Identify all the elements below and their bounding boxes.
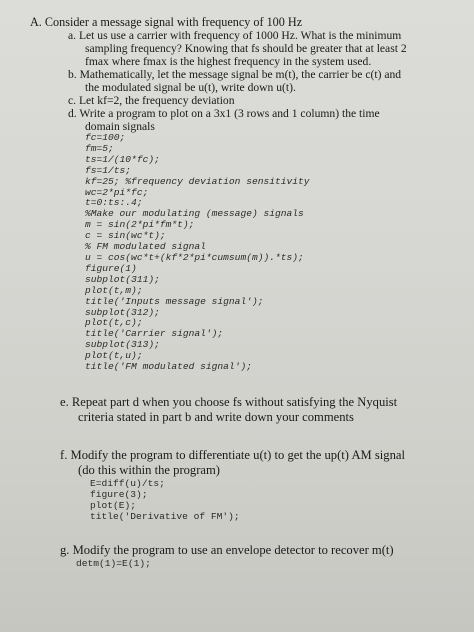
part-c-line: c. Let kf=2, the frequency deviation	[68, 94, 235, 107]
part-b-line: b. Mathematically, let the message signal be m(t), the carrier be c(t) and	[68, 68, 402, 81]
code-line: subplot(311);	[85, 273, 160, 285]
code-line: figure(1)	[85, 262, 137, 274]
code-line: subplot(312);	[85, 306, 160, 318]
code-line: % FM modulated signal	[85, 241, 206, 253]
part-f	[30, 448, 456, 478]
code-line: detm(1)=E(1);	[76, 557, 151, 569]
code-block-f	[30, 478, 456, 522]
code-line: fm=5;	[85, 142, 114, 154]
part-g	[30, 543, 456, 558]
part-a-line: sampling frequency? Knowing that fs should be greater that at least 2	[85, 42, 407, 55]
part-d	[30, 107, 456, 133]
code-block-d	[30, 133, 456, 373]
part-e-line: criteria stated in part b and write down your comments	[78, 409, 354, 424]
code-line: fc=100;	[85, 132, 126, 143]
code-line: ts=1/(10*fc);	[85, 153, 160, 165]
part-f-line: (do this within the program)	[78, 462, 221, 477]
part-d-line: domain signals	[85, 120, 155, 133]
code-line: %Make our modulating (message) signals	[85, 208, 304, 220]
code-line: plot(t,m);	[85, 284, 143, 296]
code-line: title('Carrier signal');	[85, 328, 224, 340]
code-line: title('Inputs message signal');	[85, 295, 264, 307]
code-block-g	[30, 558, 456, 569]
code-line: title('Derivative of FM');	[90, 510, 240, 522]
code-line: plot(E);	[90, 499, 137, 511]
part-d-line: d. Write a program to plot on a 3x1 (3 rows and 1 column) the time	[68, 107, 380, 120]
part-e	[30, 395, 456, 425]
part-a	[30, 29, 456, 68]
section-heading: A. Consider a message signal with frequency of 100 Hz	[30, 15, 303, 29]
code-line: plot(t,u);	[85, 350, 143, 362]
part-b-line: the modulated signal be u(t), write down u(t).	[85, 81, 296, 94]
code-line: u = cos(wc*t+(kf*2*pi*cumsum(m)).*ts);	[85, 251, 304, 263]
part-a-line: a. Let us use a carrier with frequency of 1000 Hz. What is the minimum	[68, 29, 402, 42]
part-g-line: g. Modify the program to use an envelope detector to recover m(t)	[60, 542, 394, 557]
code-line: figure(3);	[90, 488, 148, 500]
part-a-line: fmax where fmax is the highest frequency in the system used.	[85, 55, 372, 68]
code-line: E=diff(u)/ts;	[90, 477, 165, 489]
code-line: fs=1/ts;	[85, 164, 132, 176]
code-line: m = sin(2*pi*fm*t);	[85, 219, 195, 231]
code-line: wc=2*pi*fc;	[85, 186, 149, 198]
code-line: plot(t,c);	[85, 317, 143, 329]
code-line: t=0:ts:.4;	[85, 197, 143, 209]
part-f-line: f. Modify the program to differentiate u(t) to get the up(t) AM signal	[60, 447, 405, 462]
part-e-line: e. Repeat part d when you choose fs without satisfying the Nyquist	[60, 394, 398, 409]
code-line: subplot(313);	[85, 339, 160, 351]
part-b	[30, 68, 456, 94]
code-line: c = sin(wc*t);	[85, 230, 166, 242]
part-c	[30, 94, 456, 107]
code-line: title('FM modulated signal');	[85, 361, 252, 373]
code-line: kf=25; %frequency deviation sensitivity	[85, 175, 310, 187]
